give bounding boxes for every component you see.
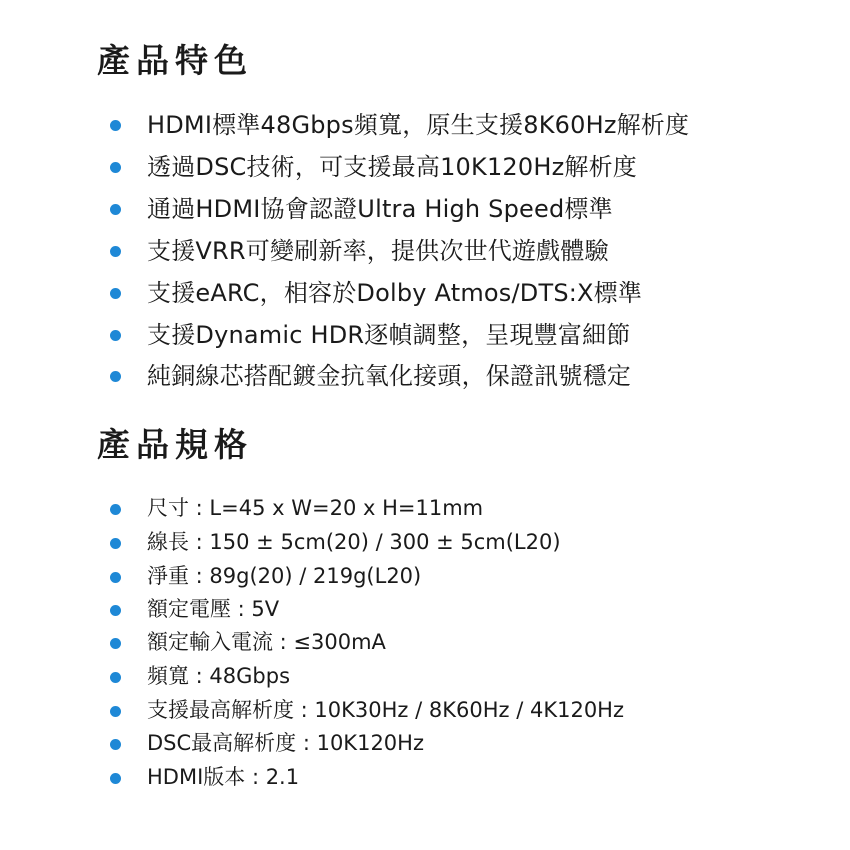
bullet-dot-icon (110, 246, 121, 257)
bullet-dot-icon (110, 504, 121, 515)
bullet-dot-icon (110, 330, 121, 341)
feature-text: 純銅線芯搭配鍍金抗氧化接頭，保證訊號穩定 (147, 362, 631, 390)
specs-section-title: 產品規格 (97, 425, 253, 464)
bullet-dot-icon (110, 739, 121, 750)
spec-text: 支援最高解析度 : 10K30Hz / 8K60Hz / 4K120Hz (147, 698, 625, 722)
bullet-dot-icon (110, 572, 121, 583)
spec-text: 線長 : 150 ± 5cm(20) / 300 ± 5cm(L20) (147, 530, 561, 554)
spec-text: 額定輸入電流 : ≤300mA (147, 630, 386, 654)
bullet-dot-icon (110, 638, 121, 649)
spec-text: 頻寬 : 48Gbps (147, 664, 291, 688)
feature-text: 支援Dynamic HDR逐幀調整，呈現豐富細節 (147, 321, 631, 349)
bullet-dot-icon (110, 773, 121, 784)
bullet-dot-icon (110, 706, 121, 717)
feature-text: 通過HDMI協會認證Ultra High Speed標準 (147, 195, 613, 223)
spec-text: HDMI版本 : 2.1 (147, 765, 300, 789)
bullet-dot-icon (110, 204, 121, 215)
feature-text: 支援VRR可變刷新率，提供次世代遊戲體驗 (147, 237, 609, 265)
bullet-dot-icon (110, 162, 121, 173)
feature-text: 透過DSC技術，可支援最高10K120Hz解析度 (147, 153, 638, 181)
bullet-dot-icon (110, 672, 121, 683)
feature-text: 支援eARC，相容於Dolby Atmos/DTS:X標準 (147, 279, 643, 307)
spec-text: 額定電壓 : 5V (147, 597, 280, 621)
bullet-dot-icon (110, 538, 121, 549)
bullet-dot-icon (110, 605, 121, 616)
spec-text: 淨重 : 89g(20) / 219g(L20) (147, 564, 422, 588)
bullet-dot-icon (110, 120, 121, 131)
bullet-dot-icon (110, 288, 121, 299)
bullet-dot-icon (110, 371, 121, 382)
feature-text: HDMI標準48Gbps頻寬，原生支援8K60Hz解析度 (147, 111, 690, 139)
spec-text: 尺寸 : L=45 x W=20 x H=11mm (147, 496, 484, 520)
spec-text: DSC最高解析度 : 10K120Hz (147, 731, 424, 755)
features-section-title: 產品特色 (97, 41, 253, 80)
